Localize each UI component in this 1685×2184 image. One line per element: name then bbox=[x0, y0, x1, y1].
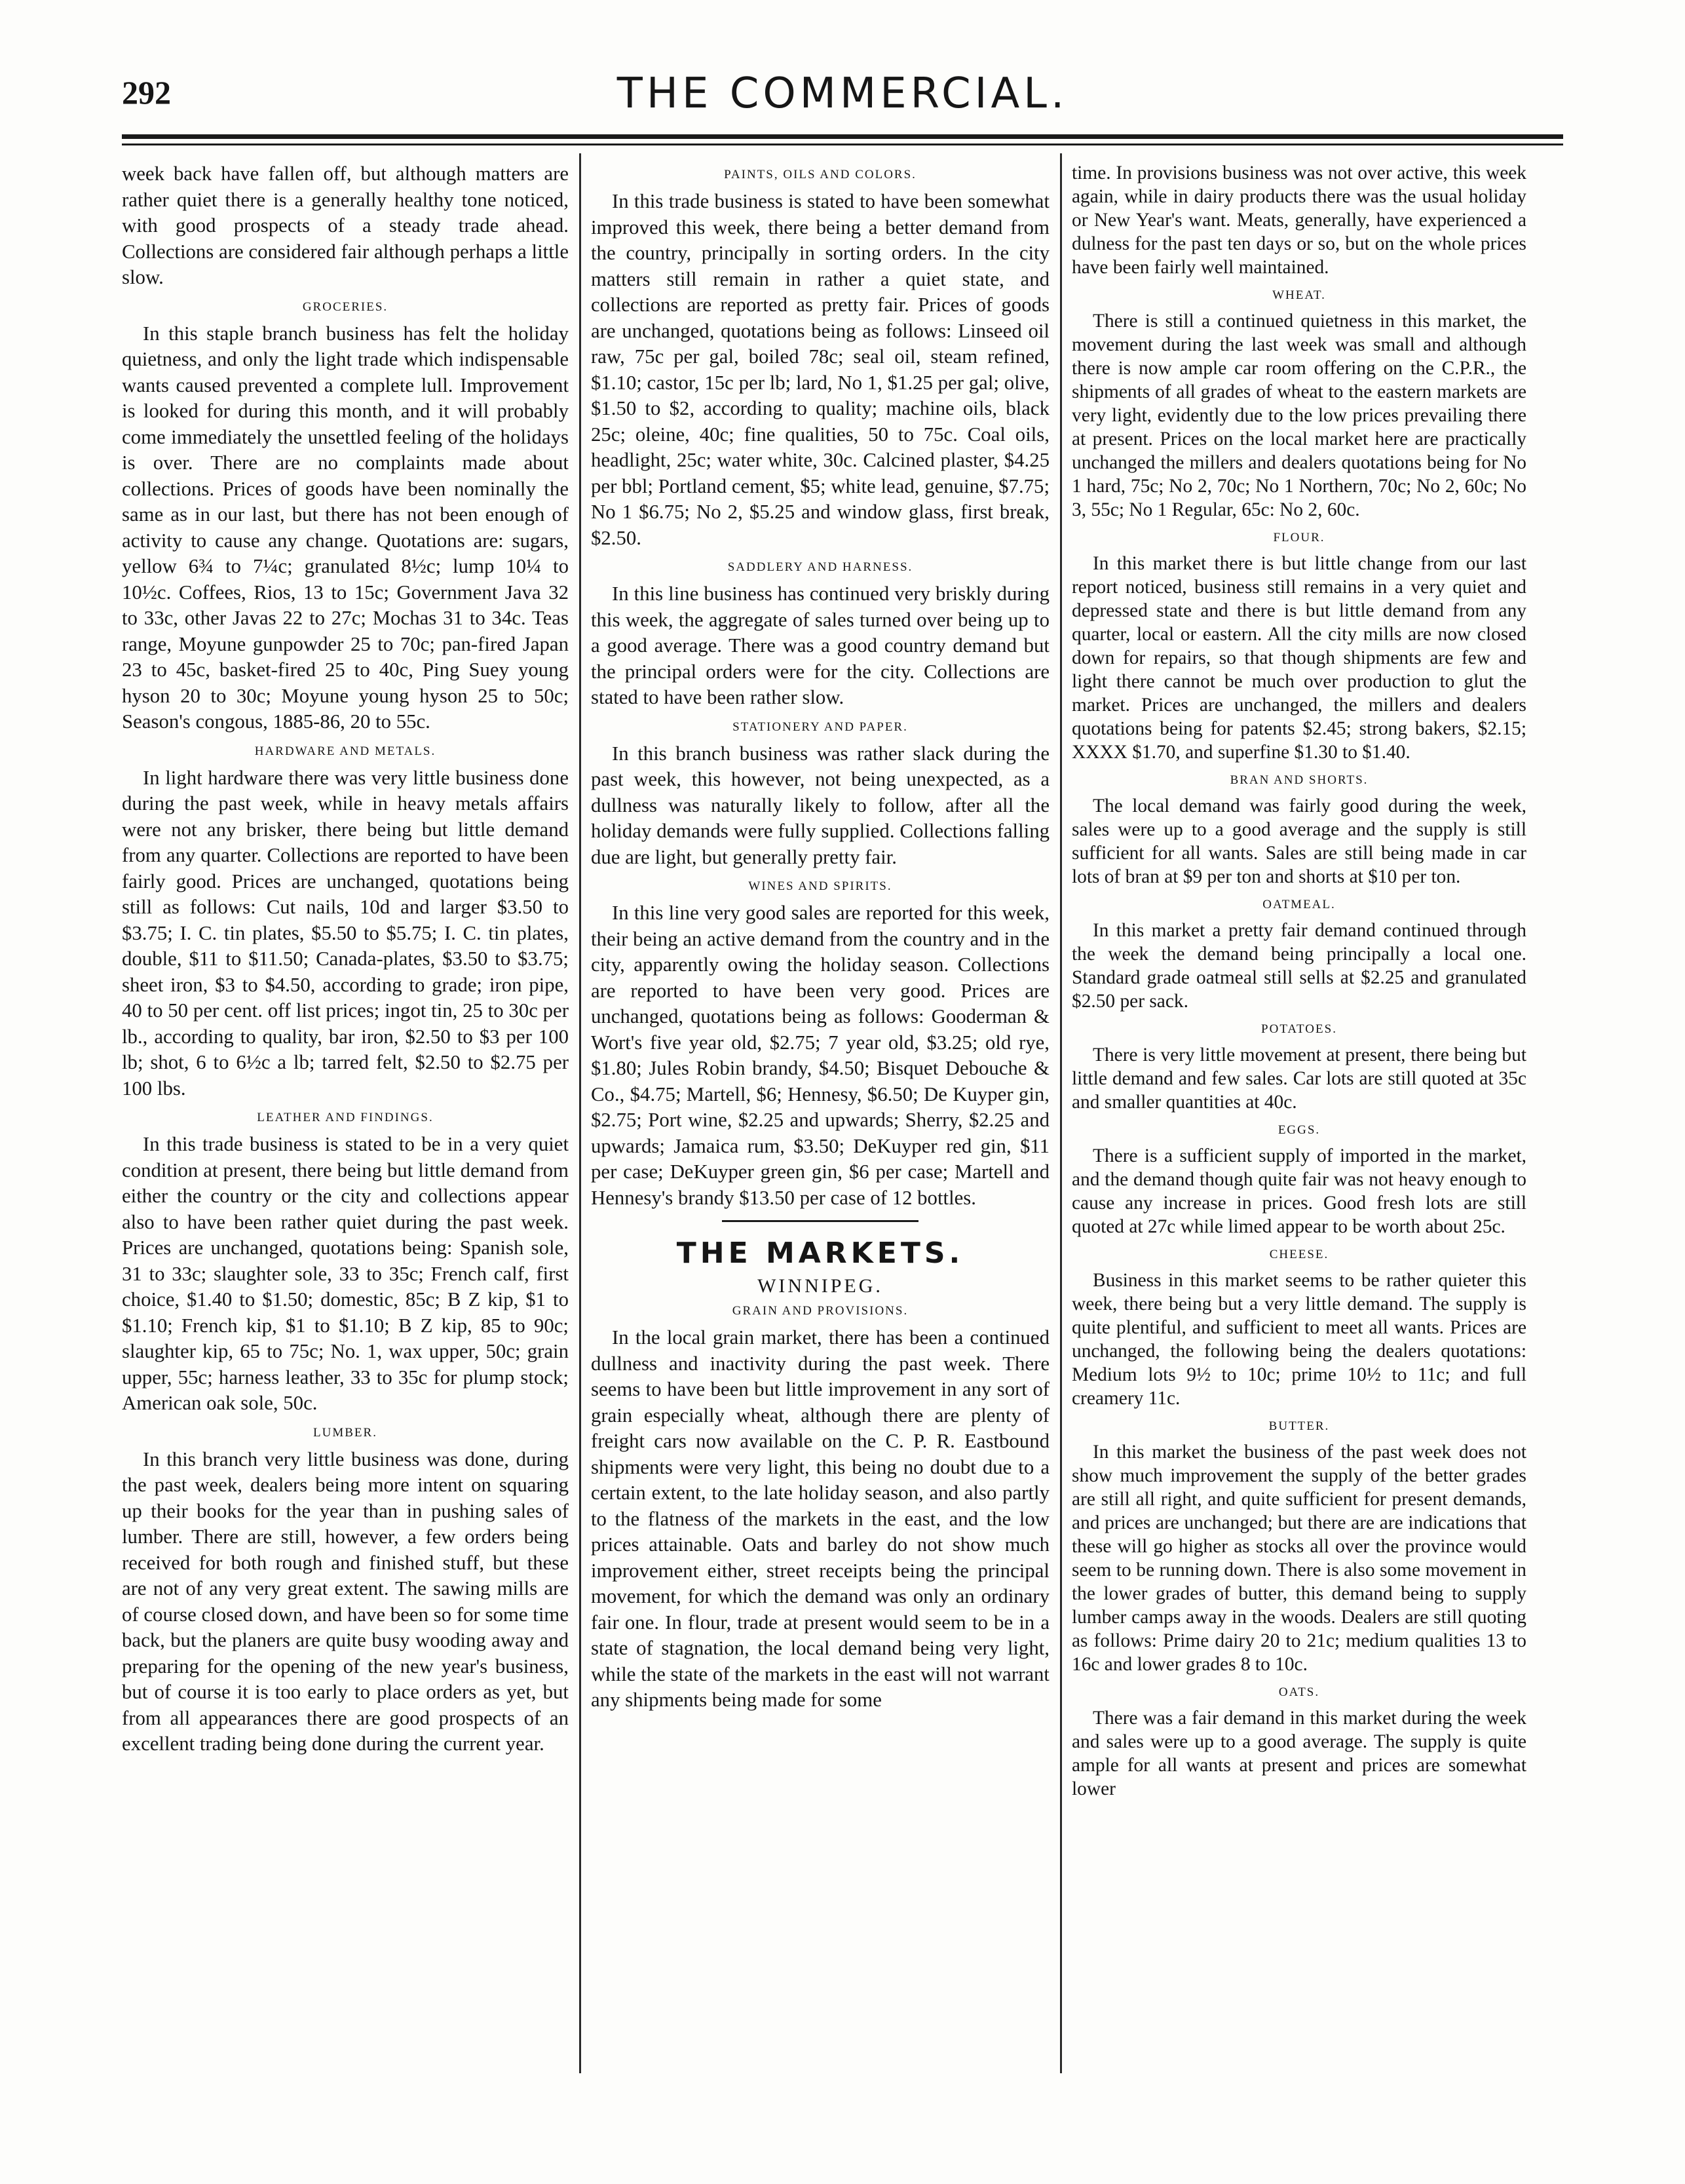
section-heading-wheat: WHEAT. bbox=[1272, 288, 1326, 302]
section-heading-groceries: GROCERIES. bbox=[302, 299, 388, 314]
article-paragraph: There is still a continued quietness in this market, the movement during the last week was small and although there is now ample car room offering on the C.P.R., the shipments of all grades of wheat to the eastern markets are very light, evidently due to the low prices prevailing there at present. Prices on the local market here are practically unchanged the millers and dealers quotations being for No 1 hard, 75c; No 2, 70c; No 1 Northern, 70c; No 2, 60c; No 3, 55c; No 1 Regular, 65c: No 2, 60c. bbox=[1072, 311, 1526, 520]
article-paragraph: In light hardware there was very little business done during the past week, while in heavy metals affairs were not any brisker, there being but little demand from any quarter. Collections are reported to have been fairly good. Prices are unchanged, quotations being still as follows: Cut nails, 10d and larger $3.50 to $3.75; I. C. tin plates, $5.50 to $5.75; I. C. tin plates, double, $11 to $11.50; Canada-plates, $3.50 to $3.75; sheet iron, $3 to $4.50, according to grade; iron pipe, 40 to 50 per cent. off list prices; ingot tin, 25 to 30c per lb., according to quality, bar iron, $2.50 to $3 per 100 lb; shot, 6 to 6½c a lb; tarred felt, $2.50 to $2.75 per 100 lbs. bbox=[122, 766, 569, 1100]
header-rule-thick bbox=[122, 134, 1563, 139]
header-rule-thin bbox=[122, 144, 1563, 145]
article-paragraph: In the local grain market, there has been a continued dullness and inactivity during the past week. There seems to have been but little improvement in any sort of grain especially wheat, although there are plenty of freight cars now available on the C. P. R. Eastbound shipments were very light, this being no doubt due to a certain extent, to the late holiday season, and also partly to the flatness of the markets in the east, and the low prices attainable. Oats and barley do not show much improvement either, street receipts being the principal movement, for which the demand was only an ordinary fair one. In flour, trade at present would seem to be in a state of stagnation, the local demand being very light, while the state of the markets in the east will not warrant any shipments being made for some bbox=[591, 1326, 1050, 1711]
article-paragraph: In this trade business is stated to have been somewhat improved this week, there being a better demand from the country, principally in sorting orders. In the city matters still remain in rather a quiet state, and collections are reported as pretty fair. Prices of goods are unchanged, quotations being as follows: Linseed oil raw, 75c per gal, boiled 78c; seal oil, steam refined, $1.10; castor, 15c per lb; lard, No 1, $1.25 per gal; olive, $1.50 to $2, according to quality; machine oils, black 25c; oleine, 40c; fine qualities, 50 to 75c. Coal oils, headlight, 25c; water white, 30c. Calcined plaster, $4.25 per bbl; Portland cement, $5; white lead, genuine, $7.75; No 1 $6.75; No 2, $5.25 and window glass, first break, $2.50. bbox=[591, 190, 1050, 549]
article-paragraph: In this line very good sales are reported for this week, their being an active demand from the country and in the city, apparently owing the holiday season. Collections are reported to have been very good. Prices are unchanged, quotations being as follows: Gooderman & Wort's five year old, $2.75; 7 year old, $3.25; old rye, $1.80; Jules Robin brandy, $4.50; Bisquet Debouche & Co., $4.75; Martell, $6; Hennesy, $6.50; De Kuyper gin, $2.75; Port wine, $2.25 and upwards; Sherry, $2.25 and upwards; Jamaica rum, $3.50; DeKuyper red gin, $11 per case; DeKuyper green gin, $6 per case; Martell and Hennesy's brandy $13.50 per case of 12 bottles. bbox=[591, 902, 1050, 1209]
section-heading-oats: OATS. bbox=[1278, 1685, 1320, 1699]
section-heading-butter: BUTTER. bbox=[1268, 1419, 1330, 1433]
article-paragraph: In this staple branch business has felt the holiday quietness, and only the light trade which indispensable wants caused prevented a complete lull. Improvement is looked for during this month, and it will probably come immediately the unsettled feeling of the holidays is over. There are no complaints made about collections. Prices of goods have been nominally the same as in our last, but there has not been enough of activity to cause any change. Quotations are: sugars, yellow 6¾ to 7¼c; granulated 8½c; lump 10¼ to 10½c. Coffees, Rios, 13 to 15c; Government Java 32 to 33c, other Javas 22 to 27c; Mochas 31 to 34c. Teas range, Moyune gunpowder 25 to 70c; pan-fired Japan 23 to 45c, basket-fired 25 to 40c, Ping Suey young hyson 20 to 30c; Moyune young hyson 25 to 50c; Season's congous, 1885-86, 20 to 55c. bbox=[122, 322, 569, 733]
article-paragraph: In this market a pretty fair demand continued through the week the demand being principally a local one. Standard grade oatmeal still sells at $2.25 and granulated $2.50 per sack. bbox=[1072, 920, 1526, 1012]
section-heading-hardware: HARDWARE AND METALS. bbox=[254, 744, 436, 758]
article-paragraph: There was a fair demand in this market during the week and sales were up to a good average. The supply is quite ample for all wants at present and prices are somewhat lower bbox=[1072, 1708, 1526, 1799]
section-heading-potatoes: POTATOES. bbox=[1261, 1022, 1337, 1036]
section-heading-eggs: EGGS. bbox=[1278, 1123, 1321, 1137]
column-divider bbox=[579, 153, 581, 2073]
section-heading-cheese: CHEESE. bbox=[1269, 1248, 1329, 1261]
markets-rule bbox=[722, 1220, 918, 1222]
article-paragraph: In this line business has continued very briskly during this week, the aggregate of sales turned over being up to a good average. There was a good country demand but the principal orders were for the city. Collections are stated to have been rather slow. bbox=[591, 583, 1050, 708]
article-paragraph: In this branch very little business was done, during the past week, dealers being more intent on squaring up their books for the year than in pushing sales of lumber. There are still, however, a few orders being received for both rough and finished stuff, but these are not of any very great extent. The sawing mills are of course closed down, and have been so for some time back, but the planers are quite busy wooding away and preparing for the opening of the new year's business, but of course it is too early to place orders as yet, but from all appearances there are good prospects of an excellent trading being done during the current year. bbox=[122, 1447, 569, 1755]
column-divider bbox=[1060, 153, 1062, 2073]
article-paragraph: In this trade business is stated to be in a very quiet condition at present, there being but little demand from either the country or the city and collections appear also to have been rather quiet during the past week. Prices are unchanged, quotations being: Spanish sole, 31 to 33c; slaughter sole, 33 to 35c; French calf, first choice, $1.40 to $1.50; domestic, 85c; B Z kip, $1 to $1.10; French kip, $1 to $1.10; B Z kip, 85 to 90c; slaughter kip, 65 to 75c; No. 1, wax upper, 50c; grain upper, 55c; harness leather, 33 to 35c for plump stock; American oak sole, 50c. bbox=[122, 1133, 569, 1414]
article-paragraph: The local demand was fairly good during the week, sales were up to a good average and the supply is still sufficient for all wants. Sales are still being made in car lots of bran at $9 per ton and shorts at $10 per ton. bbox=[1072, 795, 1526, 887]
section-heading-paints: PAINTS, OILS AND COLORS. bbox=[724, 168, 917, 182]
section-heading-flour: FLOUR. bbox=[1273, 531, 1325, 545]
article-paragraph: In this market there is but little change from our last report noticed, business still remains in a very quiet and depressed state and there is but little demand from any quarter, local or eastern. All the city mills are now closed down for repairs, so that though shipments are few and light there cannot be much over production to glut the market. Prices are unchanged, the millers and dealers quotations being for patents $2.45; strong bakers, $2.15; XXXX $1.70, and superfine $1.30 to $1.40. bbox=[1072, 553, 1526, 763]
section-heading-saddlery: SADDLERY AND HARNESS. bbox=[727, 560, 913, 574]
section-heading-stationery: STATIONERY AND PAPER. bbox=[732, 719, 908, 734]
article-paragraph: Business in this market seems to be rather quieter this week, there being but a very little demand. The supply is quite plentiful, and sufficient to meet all wants. Prices are unchanged, the following being the dealers quotations: Medium lots 9½ to 10c; prime 10½ to 11c; and full creamery 11c. bbox=[1072, 1270, 1526, 1409]
article-paragraph: time. In provisions business was not over active, this week again, while in dairy products there was the usual holiday or New Year's want. Meats, generally, have experienced a dulness for the past ten days or so, but on the whole prices have been fairly well maintained. bbox=[1072, 163, 1526, 278]
section-heading-wines: WINES AND SPIRITS. bbox=[748, 879, 892, 893]
article-paragraph: In this market the business of the past week does not show much improvement the supply of the better grades are still all right, and quite sufficient for present demands, and prices are unchanged; but there are are indications that these will go higher as stocks all over the province would seem to be running down. There is also some movement in the lower grades of butter, this demand being to supply lumber camps away in the woods. Dealers are still quoting as follows: Prime dairy 20 to 21c; medium qualities 13 to 16c and lower grades 8 to 10c. bbox=[1072, 1442, 1526, 1675]
article-paragraph: In this branch business was rather slack during the past week, this however, not being unexpected, as a dullness was naturally likely to follow, after all the holiday demands were fully supplied. Collections falling due are light, but generally pretty fair. bbox=[591, 742, 1050, 868]
column-right bbox=[1072, 161, 1526, 2068]
article-paragraph: There is a sufficient supply of imported in the market, and the demand though quite fair was not heavy enough to cause any increase in prices. Good fresh lots are still quoted at 27c while limed appear to be worth about 25c. bbox=[1072, 1145, 1526, 1237]
markets-title: THE MARKETS. bbox=[676, 1236, 964, 1270]
section-heading-bran: BRAN AND SHORTS. bbox=[1230, 773, 1369, 787]
section-heading-lumber: LUMBER. bbox=[313, 1425, 377, 1440]
article-paragraph: There is very little movement at present, there being but little demand and few sales. Car lots are still quoted at 35c and smaller quantities at 40c. bbox=[1072, 1044, 1526, 1113]
markets-city: WINNIPEG. bbox=[757, 1275, 883, 1297]
article-paragraph: week back have fallen off, but although matters are rather quiet there is a generally healthy tone noticed, with good prospects of a steady trade ahead. Collections are considered fair although perhaps a little slow. bbox=[122, 163, 569, 288]
masthead-title: THE COMMERCIAL. bbox=[616, 69, 1069, 118]
page-number: 292 bbox=[122, 74, 171, 111]
section-heading-grain: GRAIN AND PROVISIONS. bbox=[732, 1304, 909, 1318]
section-heading-oatmeal: OATMEAL. bbox=[1262, 898, 1336, 911]
section-heading-leather: LEATHER AND FINDINGS. bbox=[257, 1111, 434, 1124]
column-left bbox=[122, 161, 569, 2068]
column-middle bbox=[591, 161, 1050, 2068]
